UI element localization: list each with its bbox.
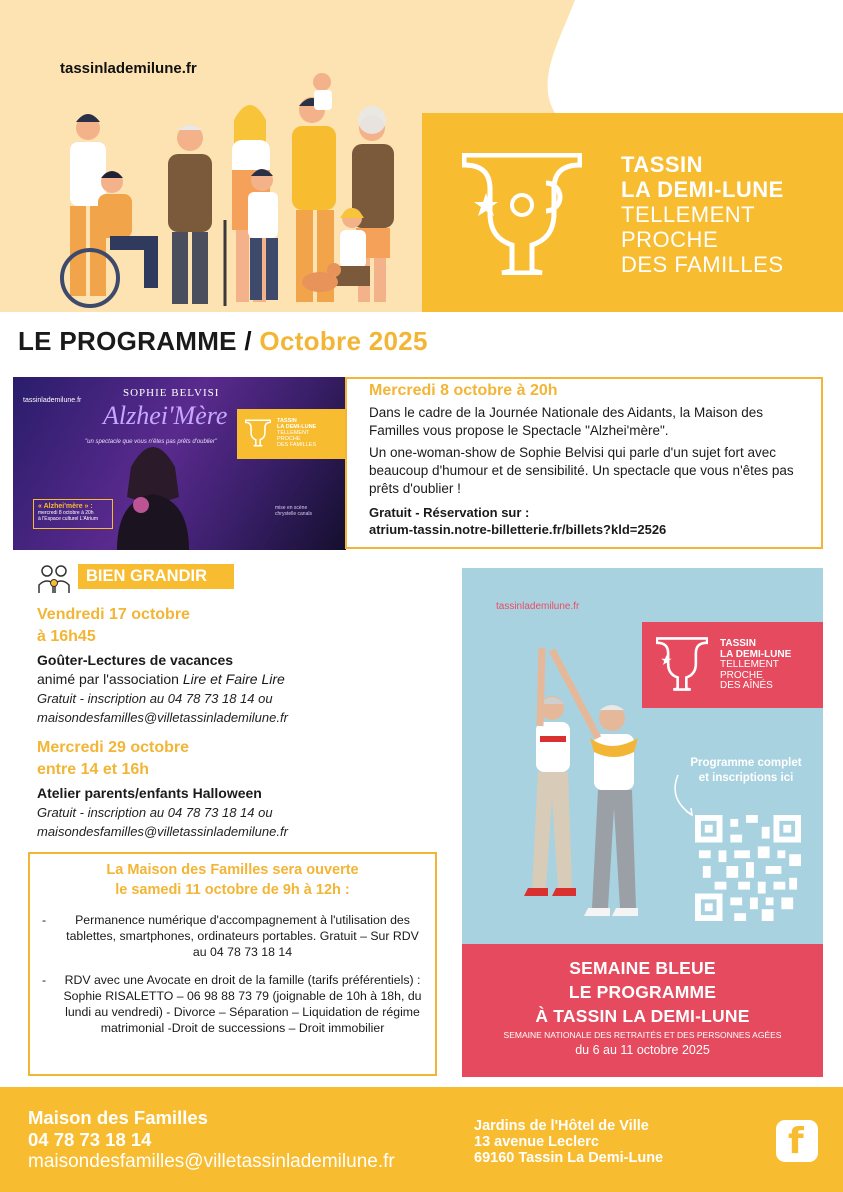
semaine-url: tassinlademilune.fr xyxy=(496,601,580,612)
footer-phone[interactable]: 04 78 73 18 14 xyxy=(28,1129,152,1150)
footer-address-line: 69160 Tassin La Demi-Lune xyxy=(474,1150,664,1166)
brand-line: TASSIN xyxy=(621,152,704,177)
semaine-subtitle: SEMAINE NATIONALE DES RETRAITÉS ET DES PERSONNES AGÉES xyxy=(503,1030,782,1040)
poster-badge xyxy=(33,499,113,529)
semaine-footer xyxy=(462,944,823,1077)
agenda-organizer-prefix: animé par l'association xyxy=(37,671,183,687)
agenda-email[interactable]: maisondesfamilles@villetassinlademilune.fr xyxy=(37,824,288,839)
agenda-info: Gratuit - inscription au 04 78 73 18 14 ou xyxy=(37,691,273,706)
semaine-brand-line: PROCHE xyxy=(720,669,763,681)
agenda-item xyxy=(37,604,437,727)
event-alzheimere xyxy=(345,377,823,549)
booking-link[interactable]: atrium-tassin.notre-billetterie.fr/billets?kld=2526 xyxy=(369,522,667,537)
qr-code-icon[interactable] xyxy=(694,815,802,921)
footer xyxy=(0,1087,843,1192)
facebook-icon[interactable] xyxy=(776,1120,818,1162)
facebook-glyph: f xyxy=(788,1121,804,1162)
semaine-bleue-poster xyxy=(462,568,823,1077)
agenda-email[interactable]: maisondesfamilles@villetassinlademilune.fr xyxy=(37,710,288,725)
programme-separator: / xyxy=(244,326,252,356)
poster-badge-date: mercredi 8 octobre à 20h xyxy=(38,510,94,516)
agenda-date: Mercredi 29 octobre xyxy=(37,739,190,756)
brand-line: DES FAMILLES xyxy=(621,252,784,277)
open-day-title: La Maison des Familles sera ouverte xyxy=(106,862,359,878)
semaine-title: À TASSIN LA DEMI-LUNE xyxy=(535,1006,750,1026)
agenda-time: entre 14 et 16h xyxy=(37,761,150,778)
open-day-item: - RDV avec une Avocate en droit de la famille (tarifs préférentiels) : Sophie RISALETTO – 06 98 88 73 79 (joignable de 10h à 18h, du lundi au vendredi) - Divorce – Séparation – Liquidation de régime matrimonial -Droit de successions – Droit immobilier xyxy=(40,972,425,1036)
programme-label: LE PROGRAMME xyxy=(18,326,237,356)
poster-tagline: "un spectacle que vous n'êtes pas prêts d'oublier" xyxy=(85,439,217,445)
semaine-brand-line: DES AÎNÉS xyxy=(720,680,773,691)
semaine-title: LE PROGRAMME xyxy=(568,982,717,1002)
agenda-info: Gratuit - inscription au 04 78 73 18 14 ou xyxy=(37,805,273,820)
programme-title xyxy=(18,326,428,357)
bien-grandir-tag: BIEN GRANDIR xyxy=(78,564,234,589)
footer-email[interactable]: maisondesfamilles@villetassinlademilune.fr xyxy=(28,1151,395,1172)
programme-month: Octobre 2025 xyxy=(259,326,428,356)
poster-badge-venue: à l'Espace culturel L'Atrium xyxy=(38,516,98,522)
semaine-brand-line: TASSIN xyxy=(720,638,756,649)
poster-artist-name: SOPHIE BELVISI xyxy=(123,387,220,399)
family-icon xyxy=(36,561,72,597)
brand-box xyxy=(422,113,843,312)
family-illustration xyxy=(40,70,420,315)
agenda-date: Vendredi 17 octobre xyxy=(37,606,190,623)
event-description: Un one-woman-show de Sophie Belvisi qui parle d'un sujet fort avec beaucoup d'humour et de sensibilité. Un spectacle que vous n'êtes pas prêts d'oublier ! xyxy=(369,445,794,496)
semaine-dates: du 6 au 11 octobre 2025 xyxy=(575,1043,710,1057)
tassin-logo-icon xyxy=(462,153,582,275)
brand-line: LA DEMI-LUNE xyxy=(621,177,784,202)
agenda-title: Atelier parents/enfants Halloween xyxy=(37,785,262,801)
footer-address-line: Jardins de l'Hôtel de Ville xyxy=(474,1118,649,1134)
event-date: Mercredi 8 octobre à 20h xyxy=(369,382,558,399)
footer-address-line: 13 avenue Leclerc xyxy=(474,1134,599,1150)
poster-brand xyxy=(237,409,346,459)
agenda-organizer-name: Lire et Faire Lire xyxy=(182,671,285,687)
open-day-list xyxy=(40,912,425,1036)
agenda-title: Goûter-Lectures de vacances xyxy=(37,652,234,668)
footer-name: Maison des Familles xyxy=(28,1107,208,1128)
brand-line: TELLEMENT xyxy=(621,202,756,227)
alzheimere-poster xyxy=(13,377,346,550)
semaine-brand xyxy=(642,622,823,708)
poster-brand-line: PROCHE xyxy=(277,436,301,442)
bien-grandir-agenda xyxy=(37,604,437,841)
poster-credit-line: chrystelle canals xyxy=(275,511,312,517)
header xyxy=(0,0,843,318)
agenda-spacer xyxy=(37,727,437,737)
site-url: tassinlademilune.fr xyxy=(60,60,197,77)
poster-badge-title: « Alzhei'mère » : xyxy=(38,503,93,510)
semaine-brand-line: LA DEMI-LUNE xyxy=(720,648,792,660)
poster-brand-line: TELLEMENT xyxy=(277,430,310,436)
semaine-title: SEMAINE BLEUE xyxy=(569,958,716,978)
agenda-time: à 16h45 xyxy=(37,628,96,645)
poster-brand-line: TASSIN xyxy=(277,418,297,424)
poster-url: tassinlademilune.fr xyxy=(23,397,82,404)
agenda-organizer xyxy=(37,670,437,689)
tassin-logo-icon xyxy=(245,417,271,449)
open-day-box xyxy=(28,852,437,1076)
tassin-logo-icon xyxy=(656,636,708,692)
poster-brand-line: DES FAMILLES xyxy=(277,442,317,448)
booking-label: Gratuit - Réservation sur : xyxy=(369,505,530,520)
poster-brand-text xyxy=(277,418,316,448)
agenda-item xyxy=(37,737,437,841)
event-description: Dans le cadre de la Journée Nationale des Aidants, la Maison des Familles vous propose le Spectacle "Alzhei'mère". xyxy=(369,405,763,438)
poster-show-title: Alzhei'Mère xyxy=(103,401,228,430)
footer-address xyxy=(474,1118,663,1166)
qr-caption-line: et inscriptions ici xyxy=(698,772,794,784)
qr-caption-line: Programme complet xyxy=(690,757,802,769)
poster-credit xyxy=(275,505,312,517)
poster-brand-line: LA DEMI-LUNE xyxy=(277,424,317,430)
poster-credit-line: mise en scène xyxy=(275,505,308,511)
brand-text xyxy=(621,152,784,277)
semaine-brand-text xyxy=(720,639,791,692)
semaine-brand-line: TELLEMENT xyxy=(720,659,779,670)
brand-line: PROCHE xyxy=(621,227,719,252)
open-day-item: - Permanence numérique d'accompagnement à l'utilisation des tablettes, smartphones, ordinateurs portables. Gratuit – Sur RDV au 04 78 73 18 14 xyxy=(40,912,425,960)
open-day-date: le samedi 11 octobre de 9h à 12h : xyxy=(115,882,350,898)
